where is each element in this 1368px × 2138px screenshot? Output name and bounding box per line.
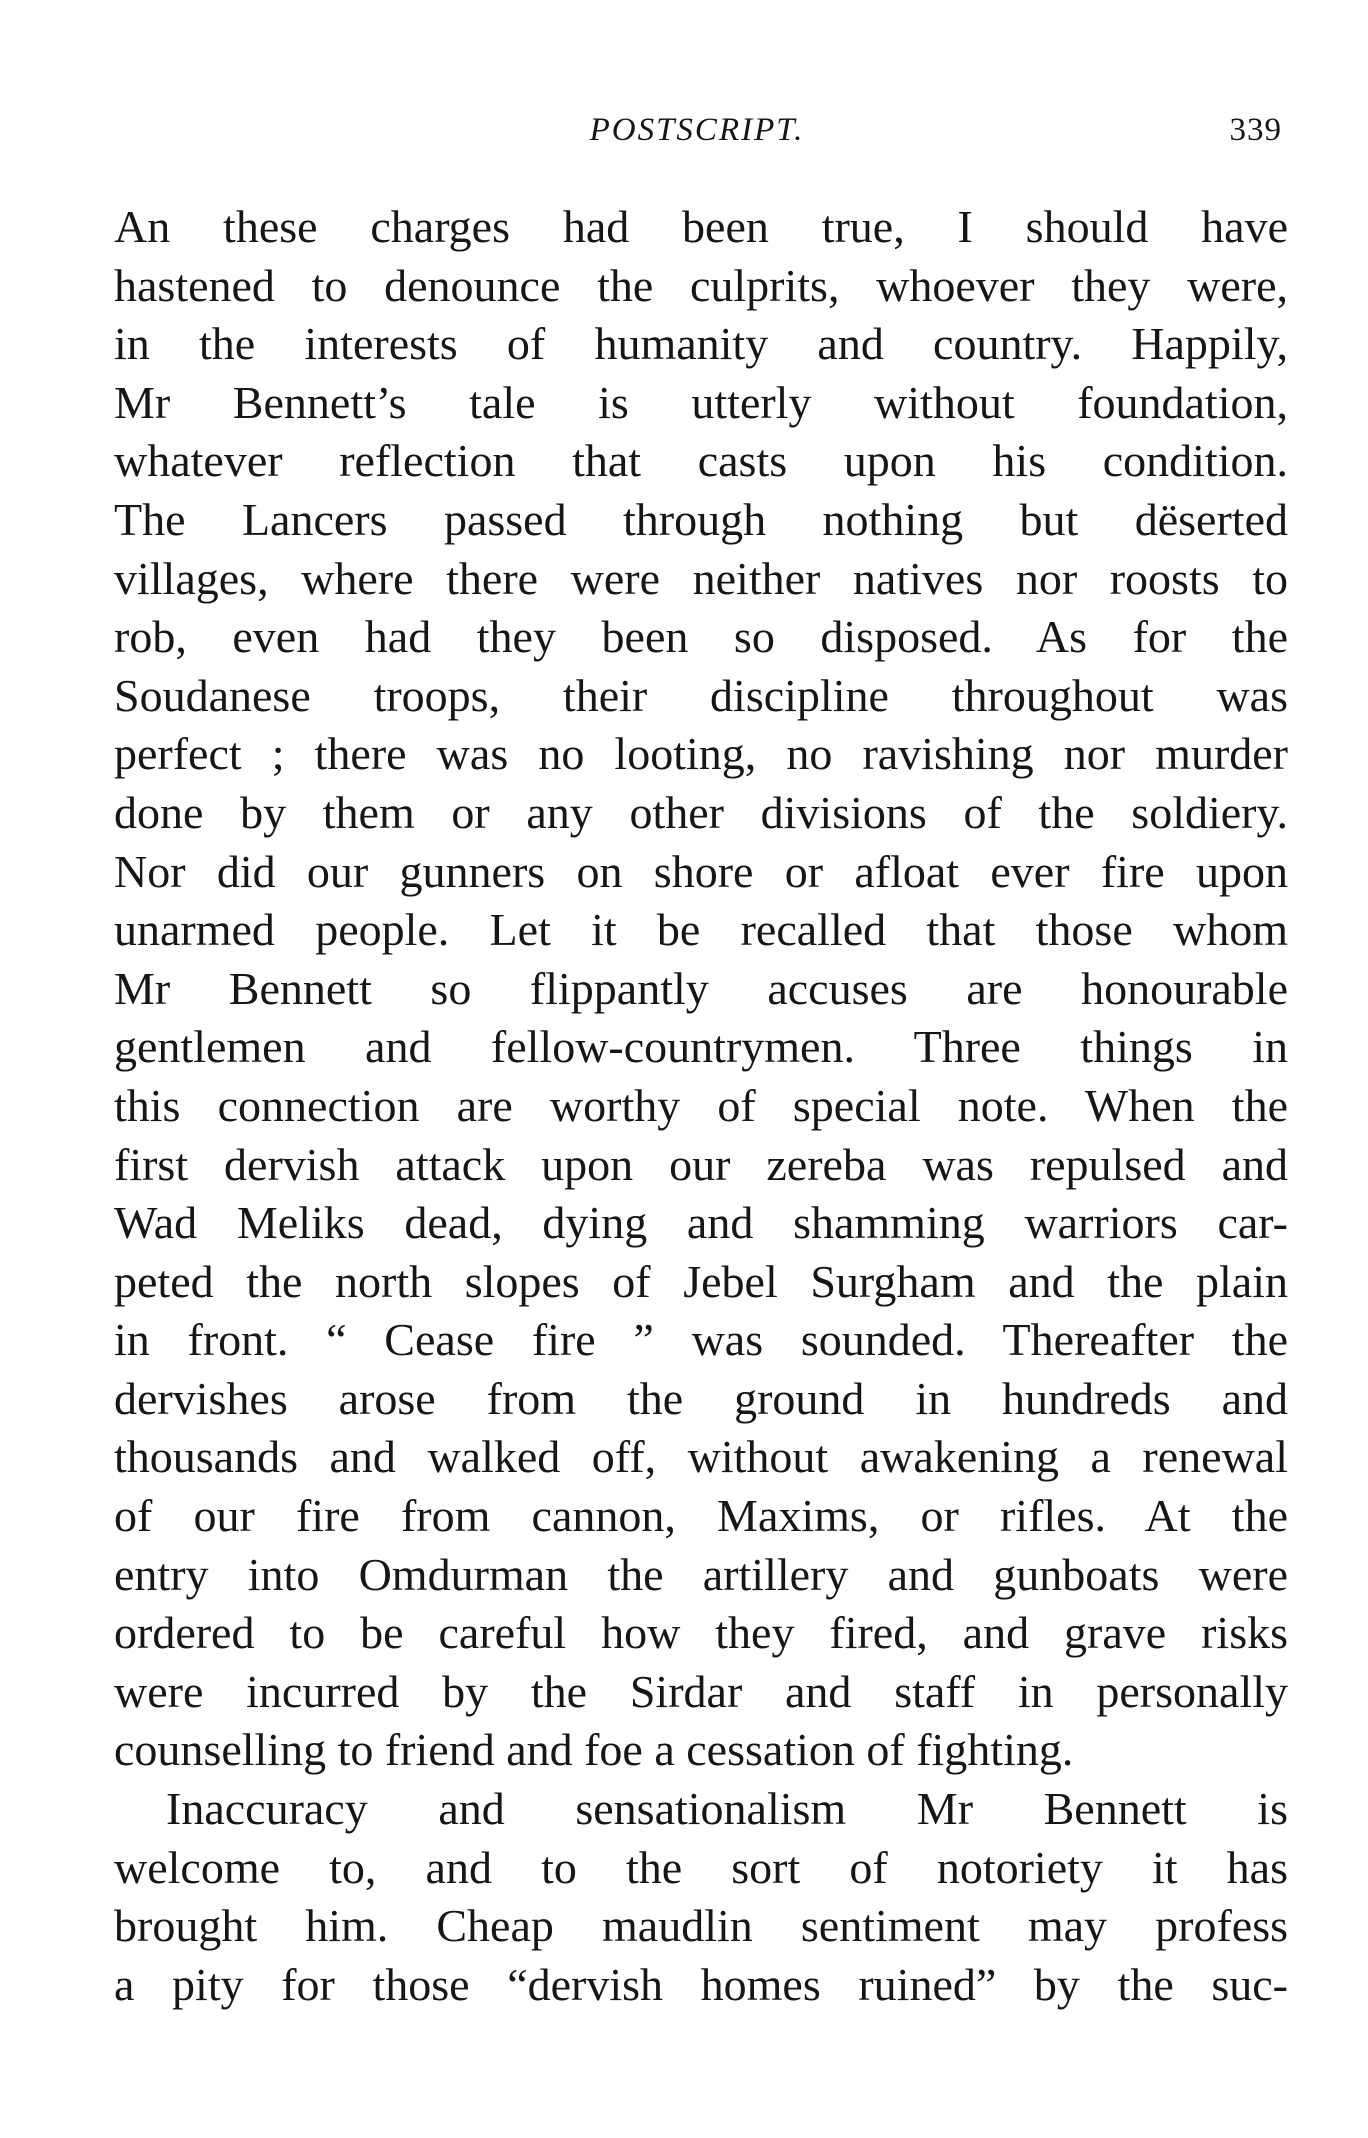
text-line: gentlemen and fellow-countrymen. Three things in: [114, 1021, 1288, 1073]
text-line: Wad Meliks dead, dying and shamming warriors car-: [114, 1197, 1288, 1249]
page-number: 339: [1229, 112, 1282, 148]
text-line: entry into Omdurman the artillery and gunboats were: [114, 1548, 1288, 1600]
body-text: [114, 198, 1288, 2014]
text-line: this connection are worthy of special note. When the: [114, 1079, 1288, 1131]
text-line: unarmed people. Let it be recalled that those whom: [114, 904, 1288, 956]
text-line: done by them or any other divisions of the soldiery.: [114, 786, 1288, 838]
text-line: peted the north slopes of Jebel Surgham and the plain: [114, 1255, 1288, 1307]
text-line: a pity for those “dervish homes ruined” by the suc-: [114, 1958, 1288, 2010]
text-line: villages, where there were neither natives nor roosts to: [114, 552, 1288, 604]
running-head: [112, 112, 1282, 162]
text-line: ordered to be careful how they fired, and grave risks: [114, 1607, 1288, 1659]
text-line: Mr Bennett so flippantly accuses are honourable: [114, 962, 1288, 1014]
text-line: were incurred by the Sirdar and staff in personally: [114, 1665, 1288, 1717]
paragraph-start-line: Inaccuracy and sensationalism Mr Bennett is: [166, 1783, 1288, 1835]
running-title: POSTSCRIPT.: [589, 112, 805, 148]
text-line: of our fire from cannon, Maxims, or rifles. At the: [114, 1490, 1288, 1542]
text-line: in front. “ Cease fire ” was sounded. Thereafter the: [114, 1314, 1288, 1366]
text-line: Nor did our gunners on shore or afloat ever fire upon: [114, 845, 1288, 897]
text-line: rob, even had they been so disposed. As for the: [114, 611, 1288, 663]
text-line: whatever reflection that casts upon his condition.: [114, 435, 1288, 487]
text-line: thousands and walked off, without awakening a renewal: [114, 1431, 1288, 1483]
text-line: brought him. Cheap maudlin sentiment may profess: [114, 1900, 1288, 1952]
text-line: in the interests of humanity and country. Happily,: [114, 318, 1288, 370]
text-line: Soudanese troops, their discipline throughout was: [114, 669, 1288, 721]
text-line: welcome to, and to the sort of notoriety it has: [114, 1841, 1288, 1893]
paragraph-end-line: counselling to friend and foe a cessation of fighting.: [114, 1724, 1074, 1776]
text-line: Mr Bennett’s tale is utterly without foundation,: [114, 376, 1288, 428]
text-line: dervishes arose from the ground in hundreds and: [114, 1372, 1288, 1424]
text-line: hastened to denounce the culprits, whoever they were,: [114, 259, 1288, 311]
text-line: perfect ; there was no looting, no ravishing nor murder: [114, 728, 1288, 780]
text-line: first dervish attack upon our zereba was repulsed and: [114, 1138, 1288, 1190]
text-line: An these charges had been true, I should have: [114, 201, 1288, 252]
text-line: The Lancers passed through nothing but dёserted: [114, 493, 1288, 545]
